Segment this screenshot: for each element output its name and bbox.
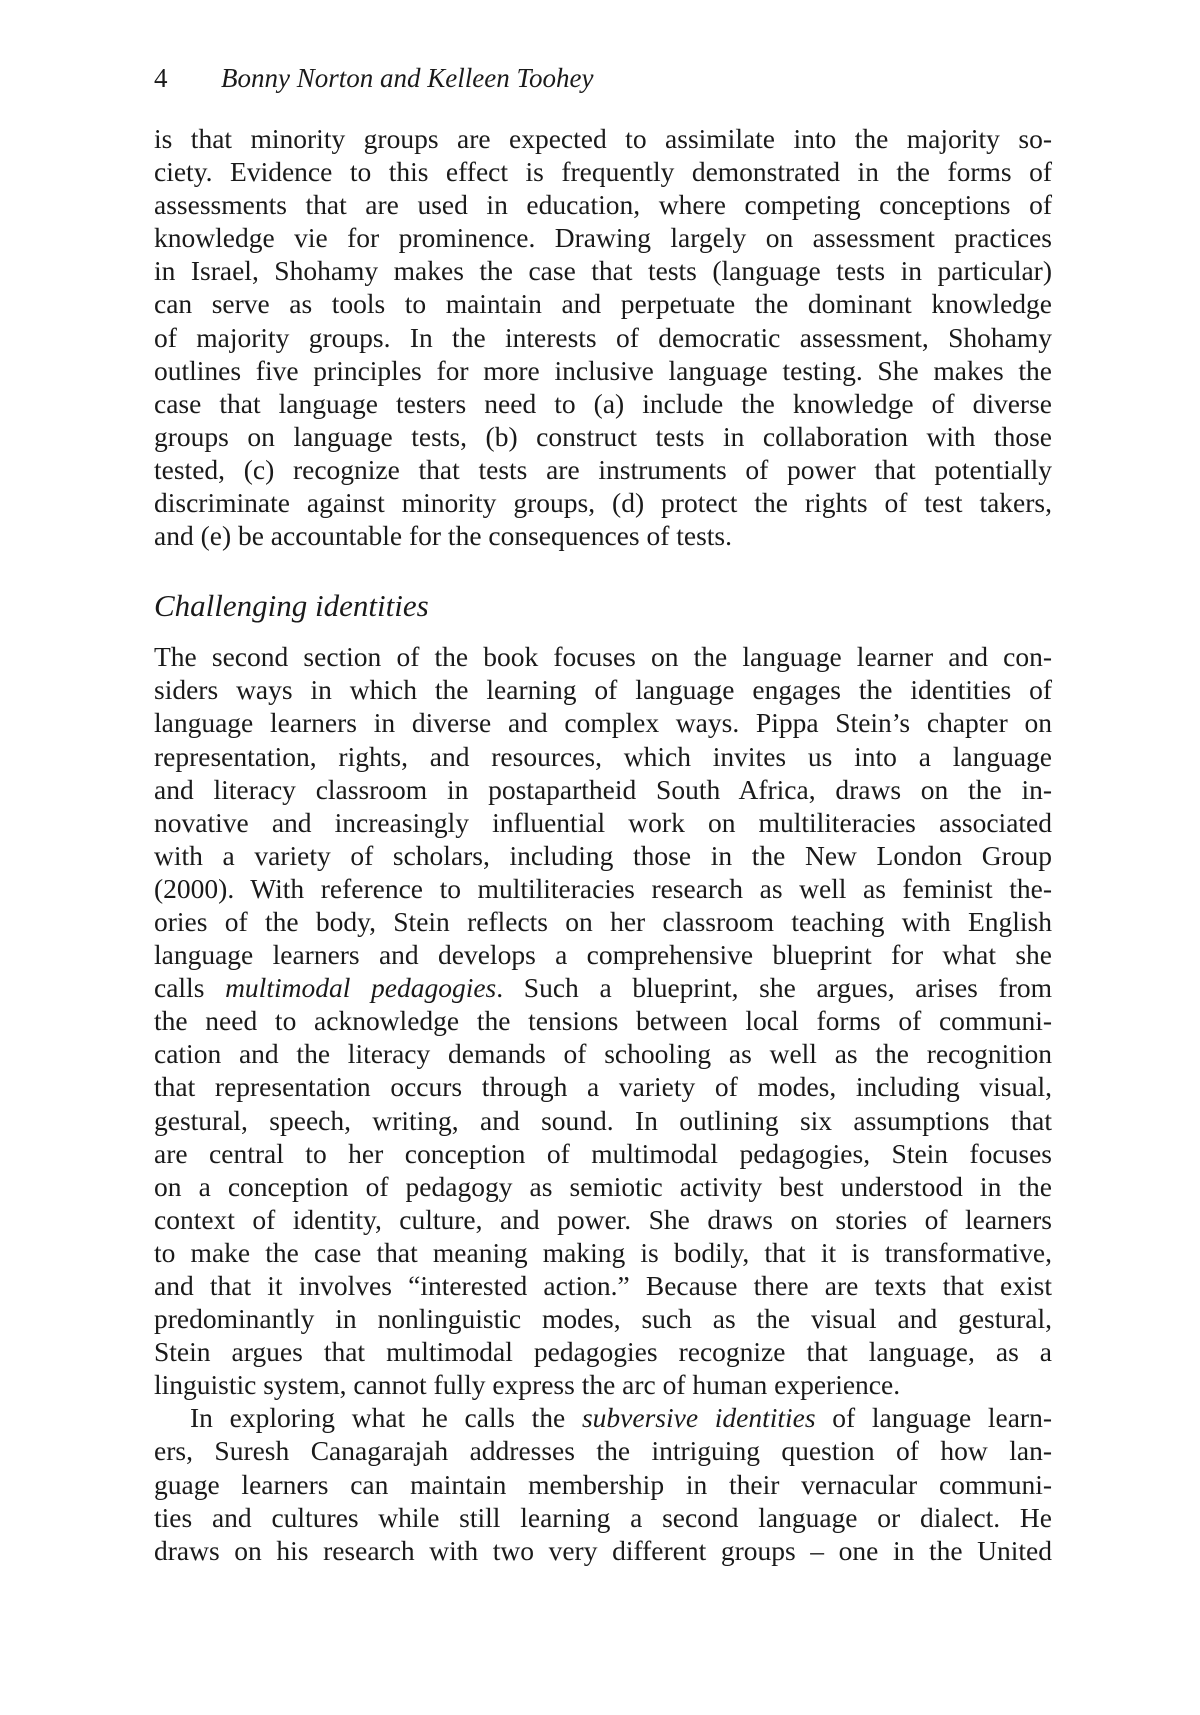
text-line: guage learners can maintain membership in their vernacular communi- <box>154 1468 1052 1500</box>
text-line: siders ways in which the learning of language engages the identities of <box>154 674 1052 706</box>
text-line: predominantly in nonlinguistic modes, such as the visual and gestural, <box>154 1303 1052 1335</box>
running-head-authors: Bonny Norton and Kelleen Toohey <box>221 63 594 93</box>
text-line: knowledge vie for prominence. Drawing largely on assessment practices <box>154 222 1052 254</box>
text-line: cation and the literacy demands of schooling as well as the recognition <box>154 1038 1052 1070</box>
text-line: (2000). With reference to multiliteracies research as well as feminist the- <box>154 872 1052 904</box>
text-line: are central to her conception of multimodal pedagogies, Stein focuses <box>154 1137 1052 1169</box>
text-run: In exploring what he calls the <box>190 1402 582 1434</box>
text-line: ories of the body, Stein reflects on her classroom teaching with English <box>154 905 1052 937</box>
text-line: draws on his research with two very different groups – one in the United <box>154 1534 1052 1566</box>
text-line: ers, Suresh Canagarajah addresses the intriguing question of how lan- <box>154 1435 1052 1467</box>
text-line: The second section of the book focuses on the language learner and con- <box>154 641 1052 673</box>
text-line: with a variety of scholars, including those in the New London Group <box>154 839 1052 871</box>
emphasis-multimodal-pedagogies: multimodal pedagogies <box>225 972 497 1004</box>
emphasis-subversive-identities: subversive identities <box>581 1402 816 1434</box>
text-line: and literacy classroom in postapartheid South Africa, draws on the in- <box>154 773 1052 805</box>
section-heading: Challenging identities <box>154 588 429 624</box>
text-line: groups on language tests, (b) construct tests in collaboration with those <box>154 420 1052 452</box>
text-line: language learners and develops a comprehensive blueprint for what she <box>154 939 1052 971</box>
page-number: 4 <box>154 63 168 93</box>
text-run: . Such a blueprint, she argues, arises from <box>496 972 1052 1004</box>
text-line: to make the case that meaning making is bodily, that it is transformative, <box>154 1236 1052 1268</box>
text-line: can serve as tools to maintain and perpetuate the dominant knowledge <box>154 288 1052 320</box>
text-line: representation, rights, and resources, which invites us into a language <box>154 740 1052 772</box>
text-line-with-emphasis <box>154 971 1052 1004</box>
text-line-with-emphasis <box>154 1401 1052 1434</box>
text-line: of majority groups. In the interests of democratic assessment, Shohamy <box>154 321 1052 353</box>
text-line: and (e) be accountable for the consequences of tests. <box>154 520 733 552</box>
text-line: tested, (c) recognize that tests are instruments of power that potentially <box>154 453 1052 485</box>
text-line: outlines five principles for more inclusive language testing. She makes the <box>154 354 1052 386</box>
paragraph-stein <box>154 640 1052 1401</box>
text-line: is that minority groups are expected to assimilate into the majority so- <box>154 123 1052 154</box>
text-line: language learners in diverse and complex ways. Pippa Stein’s chapter on <box>154 707 1052 739</box>
text-run: calls <box>154 972 226 1004</box>
text-line: novative and increasingly influential work on multiliteracies associated <box>154 806 1052 838</box>
text-line: Stein argues that multimodal pedagogies recognize that language, as a <box>154 1336 1052 1368</box>
text-line: on a conception of pedagogy as semiotic activity best understood in the <box>154 1170 1052 1202</box>
text-run: of language learn- <box>815 1402 1052 1434</box>
text-line: ciety. Evidence to this effect is frequently demonstrated in the forms of <box>154 156 1052 188</box>
paragraph-canagarajah <box>154 1401 1052 1566</box>
paragraph-shohamy <box>154 122 1052 552</box>
running-head <box>154 58 1052 98</box>
text-line: the need to acknowledge the tensions between local forms of communi- <box>154 1005 1052 1037</box>
text-line: linguistic system, cannot fully express the arc of human experience. <box>154 1369 901 1401</box>
text-line: case that language testers need to (a) include the knowledge of diverse <box>154 387 1052 419</box>
book-page <box>154 58 1052 1567</box>
text-line: that representation occurs through a variety of modes, including visual, <box>154 1071 1052 1103</box>
text-line: assessments that are used in education, where competing conceptions of <box>154 189 1052 221</box>
text-line: in Israel, Shohamy makes the case that tests (language tests in particular) <box>154 255 1052 287</box>
text-line: context of identity, culture, and power. She draws on stories of learners <box>154 1203 1052 1235</box>
text-line: discriminate against minority groups, (d) protect the rights of test takers, <box>154 487 1052 519</box>
text-line: ties and cultures while still learning a second language or dialect. He <box>154 1501 1052 1533</box>
text-line: and that it involves “interested action.” Because there are texts that exist <box>154 1270 1052 1301</box>
text-line: gestural, speech, writing, and sound. In outlining six assumptions that <box>154 1104 1052 1136</box>
